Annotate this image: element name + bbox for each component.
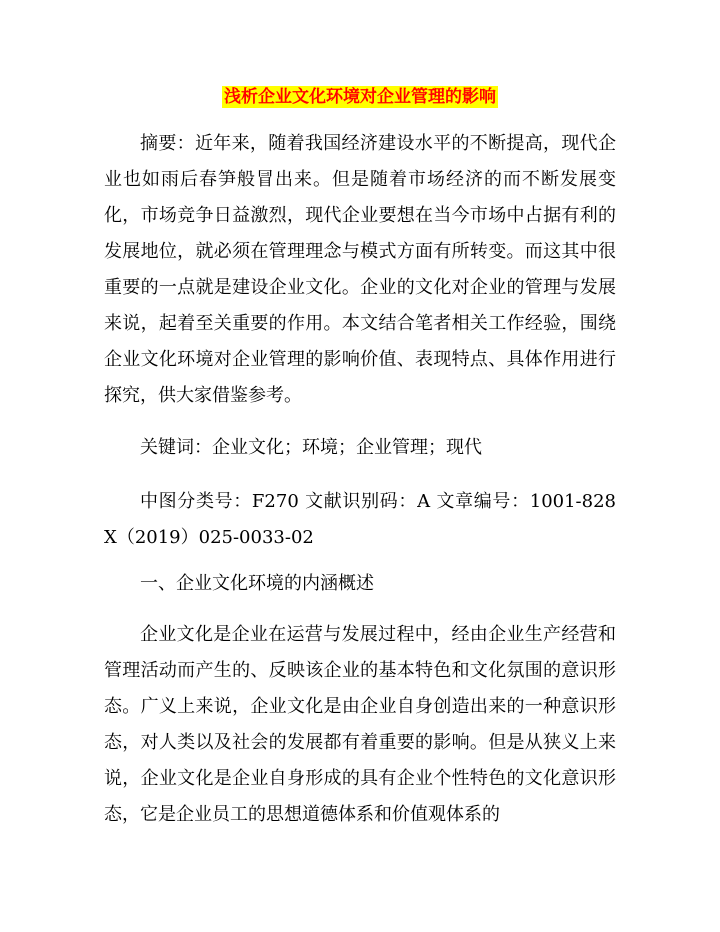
title-container [0,86,720,108]
keywords-paragraph: 关键词：企业文化；环境；企业管理；现代 [140,437,482,458]
section-body-paragraph: 企业文化是企业在运营与发展过程中，经由企业生产经营和管理活动而产生的、反映该企业的基本特色和文化氛围的意识形态。广义上来说，企业文化是由企业自身创造出来的一种意识形态，对人类以及社会的发展都有着重要的影响。但是从狭义上来说，企业文化是企业自身形成的具有企业个性特色的文化意识形态，它是企业员工的思想道德体系和价值观体系的 [104,624,616,825]
document-title: 浅析企业文化环境对企业管理的影响 [224,87,496,107]
classification-paragraph: 中图分类号：F270 文献识别码：A 文章编号：1001-828X（2019）025-0033-02 [104,491,616,548]
section-heading: 一、企业文化环境的内涵概述 [140,573,374,594]
abstract-paragraph: 摘要：近年来，随着我国经济建设水平的不断提高，现代企业也如雨后春笋般冒出来。但是随着市场经济的而不断发展变化，市场竞争日益激烈，现代企业要想在当今市场中占据有利的发展地位，就必须在管理理念与模式方面有所转变。而这其中很重要的一点就是建设企业文化。企业的文化对企业的管理与发展来说，起着至关重要的作用。本文结合笔者相关工作经验，围绕企业文化环境对企业管理的影响价值、表现特点、具体作用进行探究，供大家借鉴参考。 [104,133,616,406]
